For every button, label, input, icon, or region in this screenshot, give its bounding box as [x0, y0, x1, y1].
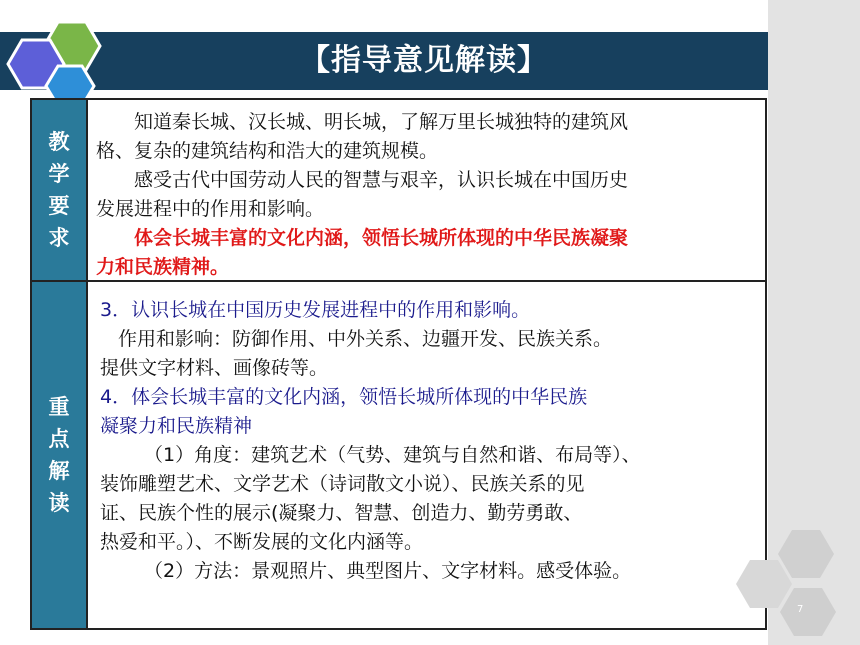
requirement-line-highlight: 力和民族精神。 [96, 256, 230, 278]
section-label-requirements: 教学要求 [32, 100, 86, 280]
analysis-line: 3．认识长城在中国历史发展进程中的作用和影响。 [100, 299, 531, 321]
page-number: 7 [797, 604, 804, 615]
requirement-line: 知道秦长城、汉长城、明长城，了解万里长城独特的建筑风 [134, 111, 629, 133]
requirement-line: 发展进程中的作用和影响。 [96, 198, 325, 220]
analysis-line: （2）方法：景观照片、典型图片、文字材料。感受体验。 [144, 560, 632, 582]
analysis-line: 证、民族个性的展示(凝聚力、智慧、创造力、勤劳勇敢、 [100, 502, 583, 524]
analysis-line: 作用和影响：防御作用、中外关系、边疆开发、民族关系。 [118, 328, 613, 350]
analysis-line: （1）角度：建筑艺术（气势、建筑与自然和谐、布局等）、 [144, 444, 641, 466]
page-title: 【指导意见解读】 [300, 43, 548, 78]
analysis-line: 4．体会长城丰富的文化内涵，领悟长城所体现的中华民族 [100, 386, 588, 408]
analysis-line: 凝聚力和民族精神 [100, 415, 253, 437]
requirement-line-highlight: 体会长城丰富的文化内涵，领悟长城所体现的中华民族凝聚 [134, 227, 629, 249]
analysis-line: 热爱和平。）、不断发展的文化内涵等。 [100, 531, 424, 553]
hexagon-gray-icon [720, 528, 860, 645]
analysis-line: 提供文字材料、画像砖等。 [100, 357, 329, 379]
column-divider [86, 100, 88, 628]
requirement-line: 格、复杂的建筑结构和浩大的建筑规模。 [96, 140, 439, 162]
section-label-analysis: 重点解读 [32, 282, 86, 628]
requirement-line: 感受古代中国劳动人民的智慧与艰辛，认识长城在中国历史 [134, 169, 629, 191]
analysis-line: 装饰雕塑艺术、文学艺术（诗词散文小说）、民族关系的见 [100, 473, 585, 495]
